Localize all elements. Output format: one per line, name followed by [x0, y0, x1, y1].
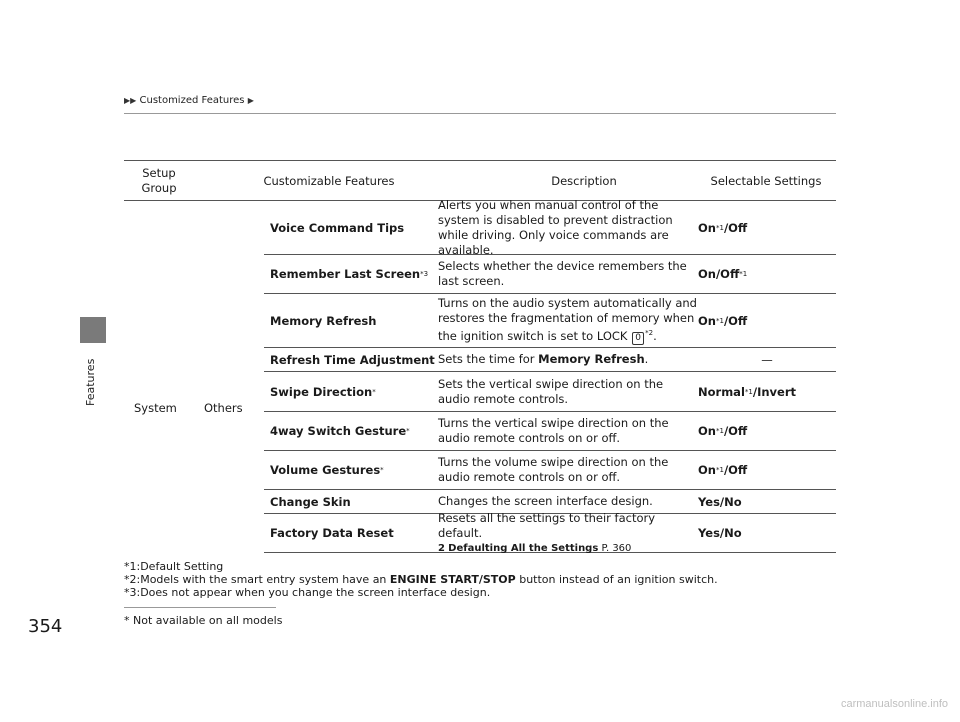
header-description: Description — [551, 173, 617, 188]
footnote-2: *2:Models with the smart entry system have an ENGINE START/STOP button instead of an ignition switch. — [124, 573, 718, 586]
feature-description: Sets the time for Memory Refresh. — [438, 352, 649, 366]
triangle-right-icon: ▶▶ — [124, 96, 137, 105]
subgroup-label: Others — [204, 401, 243, 415]
feature-name: Memory Refresh — [270, 313, 377, 328]
feature-description: Changes the screen interface design. — [438, 494, 653, 508]
selectable-settings: On *1 / Off — [698, 313, 748, 328]
feature-name: Refresh Time Adjustment — [270, 352, 435, 367]
side-section-label: Features — [84, 358, 97, 406]
table-body — [264, 197, 836, 554]
table-row — [264, 197, 836, 257]
footnote-3: *3:Does not appear when you change the screen interface design. — [124, 586, 491, 599]
key-position-icon: 0 — [632, 332, 644, 345]
table-header — [124, 161, 836, 201]
setup-group-cell — [124, 201, 264, 571]
feature-name: Change Skin — [270, 494, 351, 509]
group-label: System — [134, 401, 177, 415]
footnote-1: *1:Default Setting — [124, 560, 224, 573]
header-customizable-features: Customizable Features — [263, 173, 395, 188]
reference-arrow-icon: 2 — [438, 542, 445, 554]
feature-name: Factory Data Reset — [270, 526, 394, 540]
section-tab-marker — [80, 317, 106, 343]
feature-description: Resets all the settings to their factory default. 2 Defaulting All the Settings P. 360 — [438, 514, 698, 552]
table-row — [264, 372, 836, 412]
table-row — [264, 412, 836, 451]
selectable-settings: Yes / No — [698, 494, 742, 509]
feature-name: Volume Gestures * — [270, 463, 384, 477]
feature-description: Turns the volume swipe direction on the audio remote controls on or off. — [438, 455, 669, 484]
watermark: carmanualsonline.info — [840, 698, 948, 710]
page-number: 354 — [28, 616, 63, 637]
selectable-settings: On *1 / Off — [698, 424, 748, 438]
feature-description: Sets the vertical swipe direction on the audio remote controls. — [438, 376, 664, 406]
header-setup-group: Setup Group — [141, 166, 177, 195]
table-row — [264, 510, 836, 554]
triangle-right-icon: ▶ — [247, 96, 254, 105]
feature-description: Turns the vertical swipe direction on the audio remote controls on or off. — [438, 416, 669, 445]
header-divider — [124, 113, 836, 114]
customizable-features-table — [124, 160, 836, 554]
feature-description: Selects whether the device remembers the last screen. — [438, 259, 687, 288]
selectable-settings: On *1 / Off — [698, 220, 748, 235]
feature-name: Voice Command Tips — [270, 220, 405, 235]
selectable-settings: On / Off *1 — [698, 267, 748, 281]
footnote-divider — [124, 607, 276, 608]
feature-description: Turns on the audio system automatically and restores the fragmentation of memory when the ignition switch is set to LOCK 0 $^{*2}$. — [438, 296, 697, 343]
feature-name: 4way Switch Gesture * — [270, 424, 410, 438]
feature-name: Remember Last Screen *3 — [270, 267, 429, 281]
selectable-settings: On *1 / Off — [698, 463, 748, 477]
table-row — [264, 255, 836, 294]
selectable-settings: — — [761, 352, 773, 367]
header-selectable-settings: Selectable Settings — [710, 173, 822, 188]
selectable-settings: Yes / No — [698, 526, 742, 540]
table-row — [264, 451, 836, 490]
selectable-settings: Normal *1 / Invert — [698, 384, 796, 399]
breadcrumb-label: Customized Features — [139, 95, 245, 106]
availability-note: * Not available on all models — [124, 614, 283, 627]
feature-name: Swipe Direction * — [270, 384, 376, 399]
footnotes — [124, 560, 718, 599]
table-row — [264, 348, 836, 372]
breadcrumb[interactable] — [124, 95, 254, 106]
feature-description: Alerts you when manual control of the system is disabled to prevent distraction while driving. Only voice commands are available. — [438, 197, 673, 257]
cross-reference-link[interactable]: 2 Defaulting All the Settings P. 360 — [438, 542, 632, 554]
table-row — [264, 294, 836, 348]
